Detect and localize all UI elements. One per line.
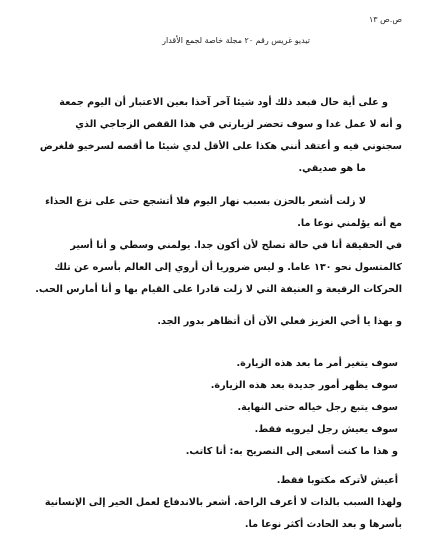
paragraph-line: سوف يتغير أمر ما بعد هذه الزيارة.: [236, 358, 398, 369]
paragraph-line: ما هو صديقي.: [298, 163, 366, 174]
paragraph-line: سوف يظهر أمور جديدة بعد هذه الزيارة.: [210, 380, 398, 391]
paragraph-line: مع أنه يؤلمني نوعا ما.: [297, 218, 402, 229]
paragraph-line: و على أية حال فبعد ذلك أود شيئا آخر آخذا بعين الاعتبار أن اليوم جمعة: [59, 97, 388, 108]
paragraph-line: سجنوني فيه و أعتقد أنني هكذا على الأقل لدي شيئا ما أقصه لسرخيو فلغرض: [39, 141, 402, 152]
paragraph-line: لا زلت أشعر بالحزن بسبب نهار اليوم فلا أتشجع حتى على نزع الحذاء: [45, 196, 366, 207]
paragraph-5: [30, 470, 402, 536]
paragraph-1: [30, 92, 402, 180]
paragraph-line: بأسرها و بعد الحادث أكثر نوعا ما.: [244, 519, 402, 530]
paragraph-line: و بهذا يا أخي العزيز فعلي الآن أن أتظاهر بدور الجد.: [157, 316, 402, 327]
paragraph-line: ولهذا السبب بالذات لا أعرف الراحة. أشعر بالاندفاع لعمل الخير إلى الإنسانية: [44, 497, 402, 508]
paragraph-line: و أنه لا عمل غدا و سوف تحضر لزيارتي في هذا القفص الزجاجي الذي: [75, 119, 402, 130]
paragraph-3: [30, 311, 402, 333]
paragraph-line: الحركات الرفيعة و العنيفة التي لا زلت قادرا على القيام بها و أنا أمارس الحب.: [35, 284, 402, 295]
paragraph-line: سوف يعيش رجل ليرويه فقط.: [254, 424, 398, 435]
paragraph-line: في الحقيقة أنا في حالة تصلح لأن أكون جدا. يولمني وسطي و أنا أسير: [70, 240, 402, 251]
paragraph-line: أعيش لأتركه مكتوبا فقط.: [276, 475, 398, 486]
paragraph-line: و هذا ما كنت أسعى إلى التصريح به: أنا كاتب.: [185, 446, 398, 457]
paragraph-2: [30, 191, 402, 301]
running-header: تيديو غريس رقم ٢٠ مجلة خاصة لجمع الأقدار: [162, 36, 310, 45]
page-number: ص.ص ١٣: [368, 15, 402, 24]
paragraph-4: [30, 353, 402, 463]
paragraph-line: كالمتسول نحو ١٣٠ عاما. و ليس ضروريا أن أروي إلى العالم بأسره عن تلك: [54, 262, 402, 273]
paragraph-line: سوف يتبع رجل خياله حتى النهاية.: [237, 402, 398, 413]
